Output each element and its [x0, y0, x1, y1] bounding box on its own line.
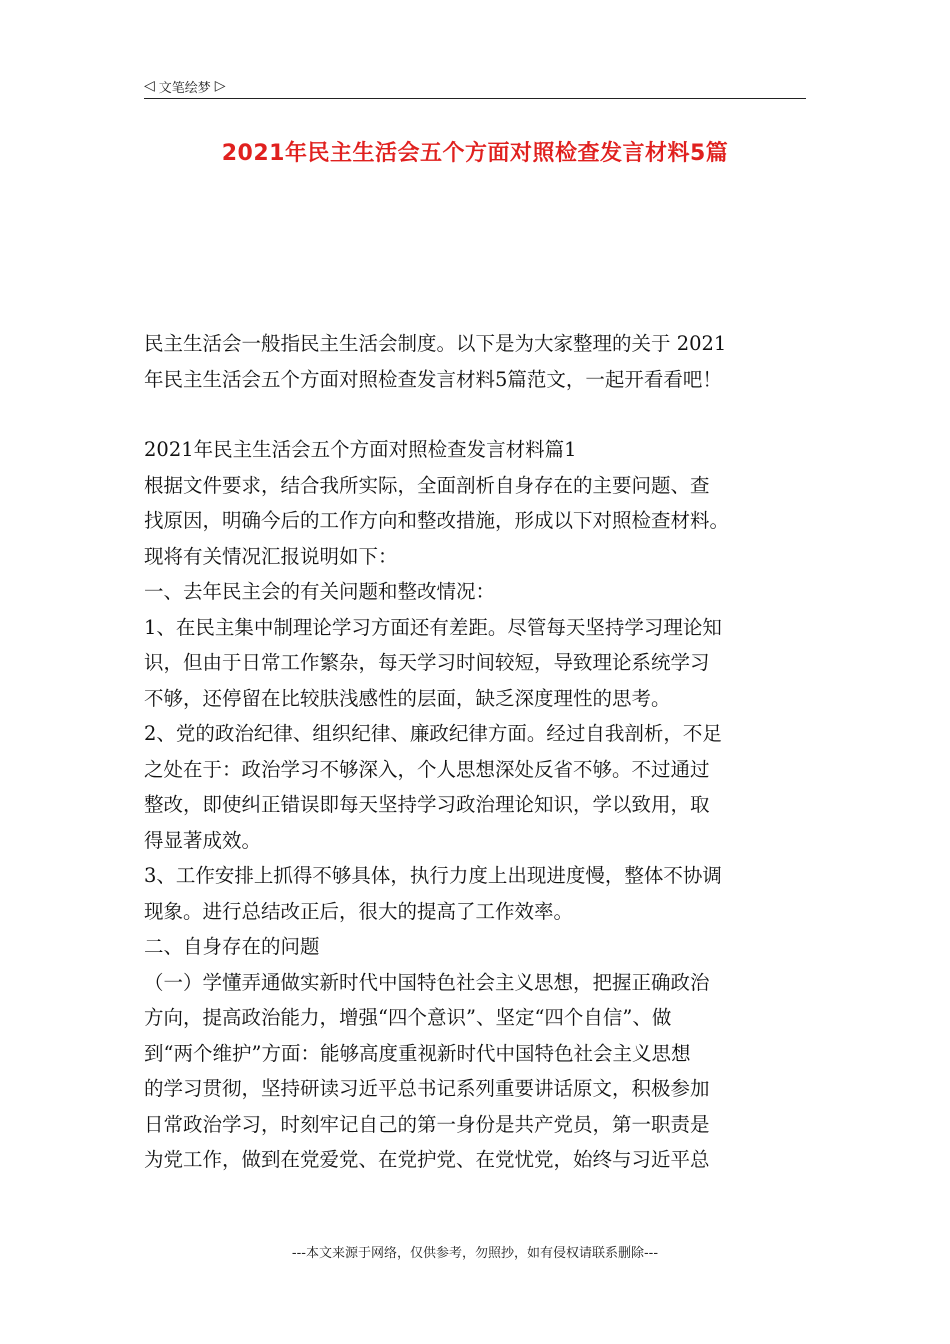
footer-disclaimer: ---本文来源于网络，仅供参考，勿照抄，如有侵权请联系删除--- — [291, 1246, 659, 1261]
body-line: 3、工作安排上抓得不够具体，执行力度上出现进度慢，整体不协调 — [144, 864, 722, 887]
body-line: 为党工作，做到在党爱党、在党护党、在党忧党，始终与习近平总 — [144, 1148, 710, 1171]
body-line: 整改，即使纠正错误即每天坚持学习政治理论知识，学以致用，取 — [144, 793, 710, 816]
intro-line: 民主生活会一般指民主生活会制度。以下是为大家整理的关于 2021 — [144, 332, 727, 355]
body-line: 得显著成效。 — [144, 828, 262, 852]
triangle-left-icon: ◁ — [144, 78, 155, 94]
paragraph-gap — [144, 397, 808, 432]
body-line: 1、在民主集中制理论学习方面还有差距。尽管每天坚持学习理论知 — [144, 615, 722, 639]
body-line: 的学习贯彻，坚持研读习近平总书记系列重要讲话原文，积极参加 — [144, 1077, 710, 1100]
body-line: （一）学懂弄通做实新时代中国特色社会主义思想，把握正确政治 — [144, 970, 710, 994]
section-heading: 2021年民主生活会五个方面对照检查发言材料篇1 — [144, 438, 577, 461]
body-line: 现象。进行总结改正后，很大的提高了工作效率。 — [144, 899, 574, 923]
document-body — [144, 326, 808, 1178]
page-header — [144, 74, 806, 99]
intro-line: 年民主生活会五个方面对照检查发言材料5篇范文，一起开看看吧！ — [144, 367, 722, 391]
document-title: 2021年民主生活会五个方面对照检查发言材料5篇 — [221, 141, 729, 166]
body-line: 一、去年民主会的有关问题和整改情况： — [144, 580, 496, 603]
brand-label: 文笔绘梦 — [158, 80, 211, 96]
body-line: 方向，提高政治能力，增强“四个意识”、坚定“四个自信”、做 — [144, 1006, 672, 1029]
triangle-right-icon: ▷ — [214, 78, 226, 94]
body-line: 到“两个维护”方面：能够高度重视新时代中国特色社会主义思想 — [144, 1041, 691, 1065]
body-line: 现将有关情况汇报说明如下： — [144, 544, 398, 568]
body-line: 识，但由于日常工作繁杂，每天学习时间较短，导致理论系统学习 — [144, 651, 710, 674]
body-line: 2、党的政治纪律、组织纪律、廉政纪律方面。经过自我剖析，不足 — [144, 722, 722, 745]
body-line: 找原因，明确今后的工作方向和整改措施，形成以下对照检查材料。 — [144, 509, 730, 532]
body-line: 不够，还停留在比较肤浅感性的层面，缺乏深度理性的思考。 — [144, 686, 671, 710]
body-line: 根据文件要求，结合我所实际，全面剖析自身存在的主要问题、查 — [144, 473, 710, 497]
body-line: 之处在于：政治学习不够深入，个人思想深处反省不够。不过通过 — [144, 757, 710, 781]
body-line: 日常政治学习，时刻牢记自己的第一身份是共产党员，第一职责是 — [144, 1112, 710, 1136]
body-line: 二、自身存在的问题 — [144, 935, 320, 958]
